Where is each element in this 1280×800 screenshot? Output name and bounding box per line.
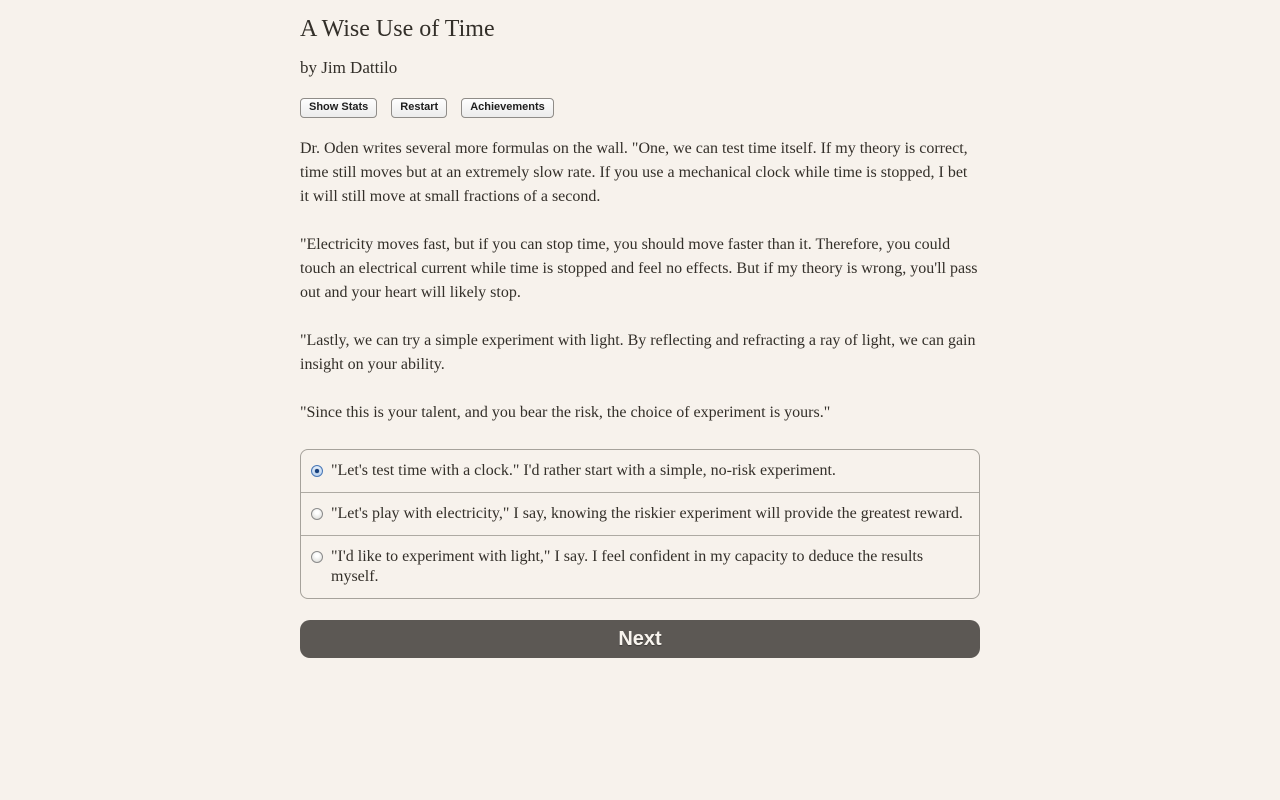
story-paragraph: Dr. Oden writes several more formulas on the wall. "One, we can test time itself. If my theory is correct, time still moves but at an extremely slow rate. If you use a mechanical clock while time is stopped, I bet it will still move at small fractions of a second. [300,140,968,206]
radio-unselected-icon[interactable] [311,508,323,520]
choice-option-label[interactable]: "Let's test time with a clock." I'd rather start with a simple, no-risk experiment. [331,462,836,480]
choice-option[interactable] [301,535,979,598]
show-stats-button[interactable]: Show Stats [300,98,377,118]
next-button[interactable]: Next [300,620,980,658]
story-page [300,0,980,658]
story-text [300,137,980,425]
choice-option-label[interactable]: "I'd like to experiment with light," I say. I feel confident in my capacity to deduce the results myself. [331,548,924,586]
story-paragraph: "Electricity moves fast, but if you can stop time, you should move faster than it. Therefore, you could touch an electrical current while time is stopped and feel no effects. But if my theory is wrong, you'll pass out and your heart will likely stop. [300,236,978,302]
achievements-button[interactable]: Achievements [461,98,554,118]
choice-option[interactable] [301,492,979,535]
radio-selected-icon[interactable] [311,465,323,477]
author-byline: by Jim Dattilo [300,58,398,77]
choice-list [300,449,980,599]
choice-option[interactable] [301,450,979,492]
restart-button[interactable]: Restart [391,98,447,118]
radio-unselected-icon[interactable] [311,551,323,563]
toolbar [300,98,980,118]
choice-option-label[interactable]: "Let's play with electricity," I say, knowing the riskier experiment will provide the greatest reward. [331,505,963,523]
story-paragraph: "Since this is your talent, and you bear the risk, the choice of experiment is yours." [300,404,831,422]
game-title: A Wise Use of Time [300,16,495,42]
story-paragraph: "Lastly, we can try a simple experiment with light. By reflecting and refracting a ray of light, we can gain insight on your ability. [300,332,976,374]
